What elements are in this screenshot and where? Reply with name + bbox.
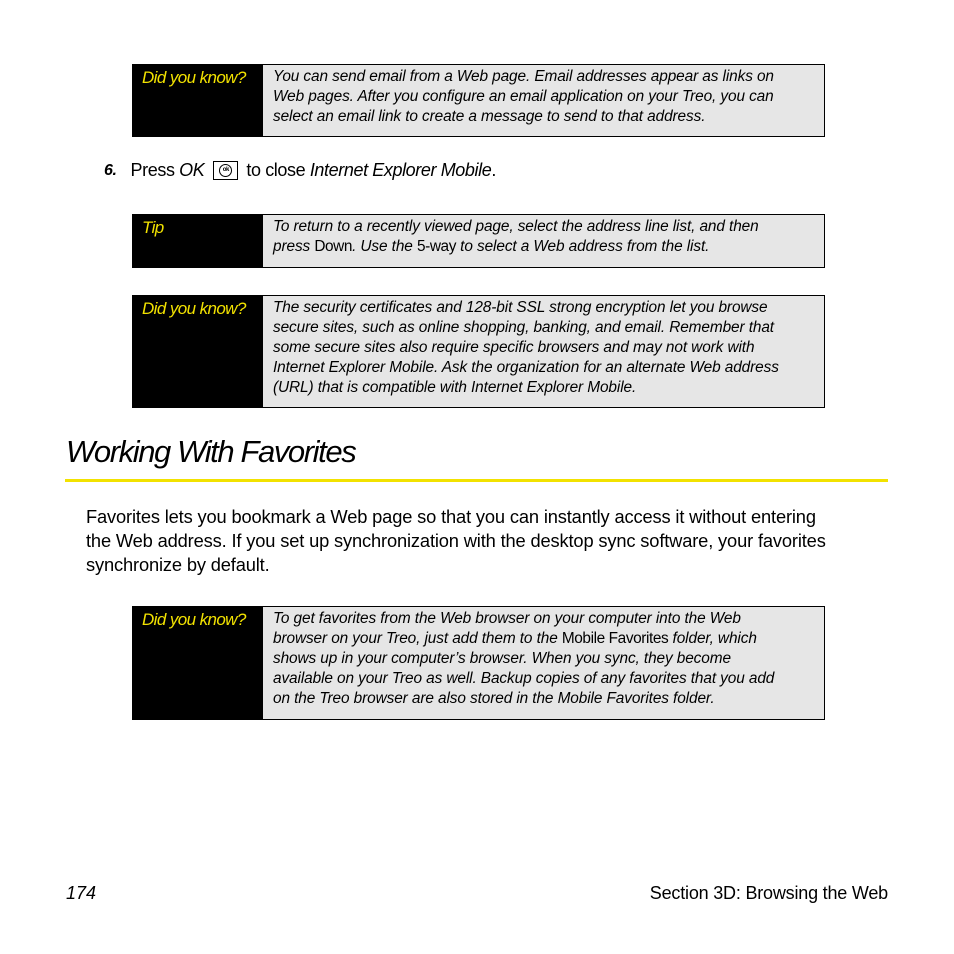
callout-line: To return to a recently viewed page, select the address line list, and then [273,218,759,235]
ui-term-mobile-favorites: Mobile Favorites [561,630,669,647]
paragraph-line: Favorites lets you bookmark a Web page so that you can instantly access it without entering [86,506,816,527]
callout-text: folder, which [668,630,757,647]
did-you-know-callout-email [132,64,825,137]
callout-text: press [273,238,315,255]
step-text-press: Press [130,160,180,180]
ok-icon-glyph: ok [219,164,232,177]
section-heading: Working With Favorites [66,434,356,469]
callout-line: secure sites, such as online shopping, banking, and email. Remember that [273,319,774,336]
callout-line: You can send email from a Web page. Email addresses appear as links on [273,68,774,85]
ok-button-icon [213,161,238,180]
callout-line: Web pages. After you configure an email application on your Treo, you can [273,88,774,105]
callout-line [273,237,818,257]
step-text-end: . [491,160,496,180]
callout-line: Internet Explorer Mobile. Ask the organization for an alternate Web address [273,359,779,376]
did-you-know-callout-favorites [132,606,825,720]
callout-label: Did you know? [133,607,263,719]
callout-label: Tip [133,215,263,267]
step-number: 6. [104,161,117,179]
section-title-footer: Section 3D: Browsing the Web [649,883,888,903]
step-text-to-close: to close [246,160,310,180]
callout-text: . Use the [352,238,417,255]
callout-line: some secure sites also require specific browsers and may not work with [273,339,755,356]
page-number: 174 [66,883,97,903]
callout-body [263,65,824,136]
callout-line: (URL) that is compatible with Internet Explorer Mobile. [273,379,637,396]
callout-label: Did you know? [133,296,263,407]
callout-body [263,215,824,267]
section-paragraph [86,505,888,577]
callout-line: shows up in your computer’s browser. When you sync, they become [273,650,731,667]
ui-term-down: Down [314,238,353,255]
heading-rule [65,479,888,482]
step-6-instruction [104,160,496,181]
paragraph-line: synchronize by default. [86,554,270,575]
callout-line: on the Treo browser are also stored in the Mobile Favorites folder. [273,690,715,707]
tip-callout-address-line [132,214,825,268]
callout-line: To get favorites from the Web browser on your computer into the Web [273,610,741,627]
callout-text: to select a Web address from the list. [456,238,710,255]
callout-body [263,296,824,407]
ui-term-5-way: 5-way [416,238,456,255]
callout-line: The security certificates and 128-bit SSL strong encryption let you browse [273,299,768,316]
callout-body [263,607,824,719]
ok-key-label: OK [179,160,205,180]
did-you-know-callout-security [132,295,825,408]
callout-text: browser on your Treo, just add them to the [273,630,562,647]
app-name: Internet Explorer Mobile [309,160,492,180]
paragraph-line: the Web address. If you set up synchronization with the desktop sync software, your favorites [86,530,826,551]
callout-label: Did you know? [133,65,263,136]
callout-line [273,629,818,649]
callout-line: available on your Treo as well. Backup copies of any favorites that you add [273,670,775,687]
callout-line: select an email link to create a message to send to that address. [273,108,706,125]
